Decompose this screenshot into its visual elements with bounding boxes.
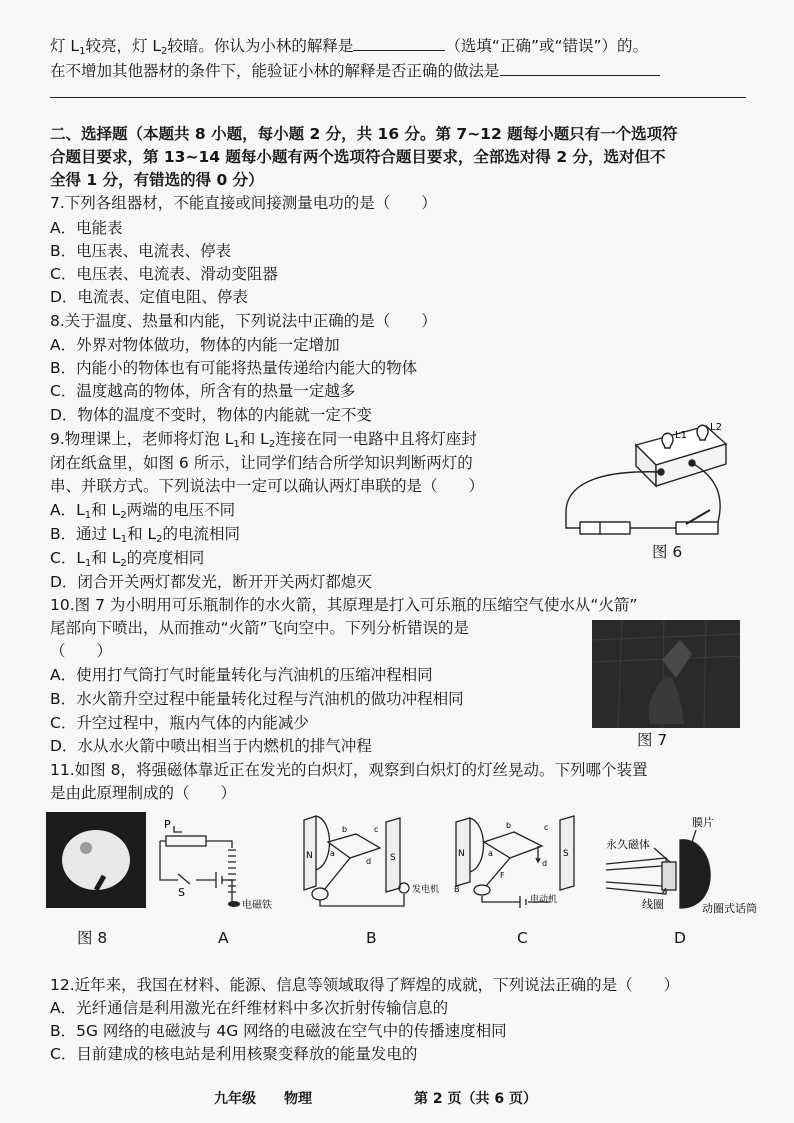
text: C．L	[50, 549, 85, 567]
text: 和 L	[239, 430, 269, 448]
footer-grade: 九年级	[214, 1091, 256, 1107]
label-p: P	[164, 818, 171, 831]
label-a: a	[488, 849, 493, 858]
label-magnet: 永久磁体	[606, 838, 650, 851]
q7-option-d: D．电流表、定值电阻、停表	[50, 288, 248, 306]
text: B．通过 L	[50, 525, 121, 543]
fig-label-l1: L1	[675, 430, 687, 441]
leader-magnet	[654, 848, 670, 862]
subscript: 2	[268, 439, 276, 450]
text: 较暗。你认为小林的解释是	[167, 37, 354, 55]
q9-stem-3: 串、并联方式。下列说法中一定可以确认两灯串联的是（ ）	[50, 477, 485, 495]
text: 和 L	[91, 501, 121, 519]
coil-icon	[228, 850, 236, 892]
q8-option-a: A．外界对物体做功，物体的内能一定增加	[50, 336, 340, 354]
q11-stem-2: 是由此原理制成的（ ）	[50, 784, 237, 802]
text: 和 L	[91, 549, 121, 567]
q10-option-b: B．水火箭升空过程中能量转化过程与汽油机的做功冲程相同	[50, 690, 464, 708]
figure-7-label: 图 7	[637, 731, 668, 749]
q8-option-b: B．内能小的物体也有可能将热量传递给内能大的物体	[50, 359, 418, 377]
label-s: S	[178, 886, 185, 899]
figure-d-label: D	[674, 929, 686, 947]
switch-base	[676, 522, 718, 534]
q12-option-c: C．目前建成的核电站是利用核聚变释放的能量发电的	[50, 1045, 418, 1063]
wire-top	[160, 841, 232, 848]
subscript: 1	[233, 439, 240, 450]
text: 在不增加其他器材的条件下，能验证小林的解释是否正确的做法是	[50, 62, 500, 80]
q8-option-d: D．物体的温度不变时，物体的内能就一定不变	[50, 406, 372, 424]
label-s: S	[563, 849, 569, 859]
diaphragm-icon	[680, 840, 710, 908]
label-n: N	[306, 851, 313, 861]
commutator	[474, 885, 490, 895]
subscript: 1	[120, 534, 128, 545]
text: 两端的电压不同	[126, 501, 236, 519]
q12-option-b: B．5G 网络的电磁波与 4G 网络的电磁波在空气中的传播速度相同	[50, 1022, 507, 1040]
q10-stem-2: 尾部向下喷出，从而推动“火箭”飞向空中。下列分析错误的是	[50, 619, 470, 637]
magnet-north-curve	[470, 818, 484, 872]
section-heading-3: 全得 1 分，有错选的得 0 分）	[50, 171, 264, 189]
footer-page-number: 第 2 页（共 6 页）	[414, 1091, 537, 1107]
q8-option-c: C．温度越高的物体，所含有的热量一定越多	[50, 382, 356, 400]
leader-film	[692, 830, 696, 842]
answer-blank[interactable]	[353, 36, 445, 51]
q10-option-d: D．水从水火箭中喷出相当于内燃机的排气冲程	[50, 737, 372, 755]
label-b: b	[342, 825, 348, 834]
text: 的亮度相同	[126, 549, 205, 567]
q12-stem: 12.近年来，我国在材料、能源、信息等领域取得了辉煌的成就，下列说法正确的是（ ）	[50, 976, 680, 994]
figure-a-label: A	[218, 929, 229, 947]
rheostat-icon	[166, 836, 206, 846]
label-f: F	[500, 871, 505, 880]
figure-d-microphone	[596, 808, 772, 918]
figure-8-bulb-photo	[46, 812, 146, 908]
wire-left	[566, 472, 661, 528]
q8-stem: 8.关于温度、热量和内能，下列说法中正确的是（ ）	[50, 312, 437, 330]
q10-stem-1: 10.图 7 为小明用可乐瓶制作的水火箭，其原理是打入可乐瓶的压缩空气使水从“火箭”	[50, 596, 638, 614]
text: 9.物理课上，老师将灯泡 L	[50, 430, 234, 448]
text: 和 L	[127, 525, 157, 543]
subscript: 2	[156, 534, 163, 545]
magnet-north-curve	[316, 816, 330, 870]
q10-option-c: C．升空过程中，瓶内气体的内能减少	[50, 714, 309, 732]
subscript: 2	[161, 46, 168, 57]
magnet-body	[606, 858, 666, 894]
figure-7-water-rocket-photo	[592, 620, 740, 728]
text: A．L	[50, 501, 85, 519]
bulb-l2-icon	[697, 425, 708, 440]
answer-blank[interactable]	[500, 61, 660, 76]
subscript: 1	[84, 558, 92, 569]
q11-stem-1: 11.如图 8，将强磁体靠近正在发光的白炽灯，观察到白炽灯的灯丝晃动。下列哪个装置	[50, 761, 648, 779]
intro-line-2	[50, 61, 660, 80]
q7-stem: 7.下列各组器材，不能直接或间接测量电功的是（ ）	[50, 194, 437, 212]
caption-microphone: 动圈式话筒	[702, 902, 757, 915]
caption-motor: 电动机	[530, 895, 558, 905]
q7-option-c: C．电压表、电流表、滑动变阻器	[50, 265, 278, 283]
coil-icon	[662, 862, 676, 890]
figure-a-electromagnet	[156, 818, 276, 910]
subscript: 1	[84, 510, 92, 521]
figure-b-generator	[294, 814, 444, 912]
text: 灯 L	[50, 37, 80, 55]
label-b-upper: B	[454, 885, 460, 894]
figure-6-circuit	[558, 418, 733, 548]
label-c: c	[544, 823, 549, 832]
subscript: 1	[79, 46, 86, 57]
label-a: a	[330, 849, 335, 858]
q9-option-c	[50, 551, 204, 567]
battery-icon	[580, 522, 630, 534]
subscript: 2	[120, 510, 127, 521]
text: 的电流相同	[162, 525, 241, 543]
axle	[486, 858, 510, 886]
subscript: 2	[120, 558, 127, 569]
label-coil: 线圈	[642, 898, 664, 911]
answer-line[interactable]	[50, 97, 746, 98]
figure-b-label: B	[366, 929, 377, 947]
iron-filings	[228, 901, 240, 907]
magnet-inner	[606, 866, 662, 886]
q7-option-a: A．电能表	[50, 219, 123, 237]
figure-c-label: C	[517, 929, 528, 947]
label-film: 膜片	[692, 816, 714, 829]
caption-generator: 发电机	[412, 885, 440, 895]
text: 较亮，灯 L	[85, 37, 162, 55]
q10-option-a: A．使用打气筒打气时能量转化与汽油机的压缩冲程相同	[50, 666, 433, 684]
label-d: d	[366, 857, 372, 866]
q9-stem-1	[50, 432, 477, 448]
label-n: N	[458, 849, 465, 859]
section-heading-1: 二、选择题（本题共 8 小题，每小题 2 分，共 16 分。第 7~12 题每小题只有一个选项符	[50, 125, 678, 143]
q12-option-a: A．光纤通信是利用激光在纤维材料中多次折射传输信息的	[50, 999, 449, 1017]
q9-stem-2: 闭在纸盒里，如图 6 所示，让同学们结合所学知识判断两灯的	[50, 454, 473, 472]
bulb-glow	[62, 830, 130, 890]
bulb-filament	[80, 842, 92, 854]
q9-option-b	[50, 527, 240, 543]
footer-subject: 物理	[284, 1091, 312, 1107]
figure-6-label: 图 6	[652, 543, 683, 561]
text: 连接在同一电路中且将灯座封	[275, 430, 477, 448]
figure-c-motor	[450, 812, 590, 912]
slip-rings	[312, 888, 328, 900]
q7-option-b: B．电压表、电流表、停表	[50, 242, 232, 260]
intro-line-1	[50, 36, 648, 55]
q9-option-d: D．闭合开关两灯都发光，断开开关两灯都熄灭	[50, 573, 372, 591]
section-heading-2: 合题目要求，第 13~14 题每小题有两个选项符合题目要求，全部选对得 2 分，选对但不	[50, 148, 666, 166]
switch-icon	[178, 874, 190, 884]
label-s: S	[390, 853, 396, 863]
label-d: d	[542, 859, 548, 868]
label-c: c	[374, 825, 379, 834]
axle	[324, 858, 350, 890]
fig-label-l2: L2	[710, 422, 722, 433]
wire-to-bulb	[320, 894, 404, 906]
caption-electromagnet: 电磁铁	[242, 900, 272, 910]
figure-8-label: 图 8	[77, 929, 108, 947]
q10-stem-3: （ ）	[50, 642, 113, 660]
rheostat-slider	[174, 826, 182, 832]
coil-loop	[328, 834, 380, 858]
label-b: b	[506, 821, 512, 830]
wire-bottom	[160, 841, 232, 904]
bulb-l1-icon	[662, 433, 673, 448]
text: （选填“正确”或“错误”）的。	[445, 37, 649, 55]
q9-option-a	[50, 503, 235, 519]
